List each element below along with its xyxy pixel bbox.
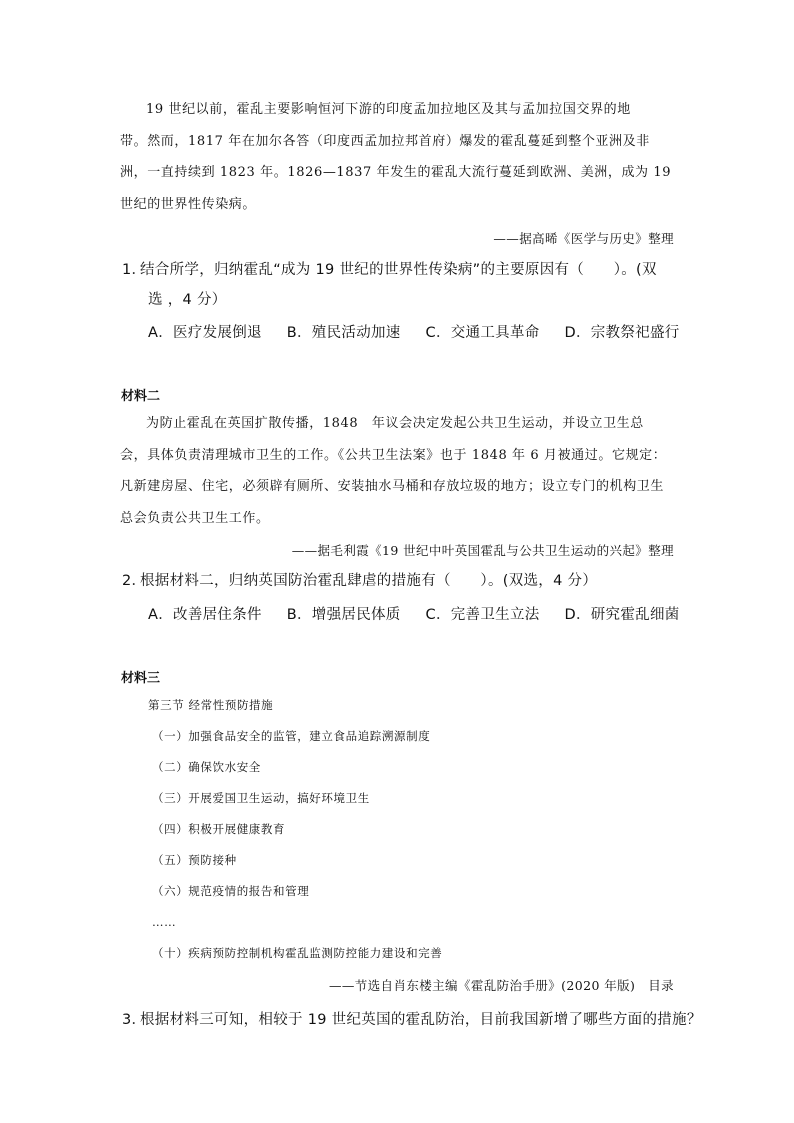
question1-option-a[interactable]: A．医疗发展倒退 (148, 325, 262, 341)
material3-source: ——节选自肖东楼主编《霍乱防治手册》(2020 年版) 目录 (328, 978, 674, 993)
question1-option-c[interactable]: C．交通工具革命 (425, 325, 540, 341)
material2-line-first: 为防止霍乱在英国扩散传播，1848 年议会决定发起公共卫生运动，并设立卫生总 (146, 416, 644, 431)
question1-number: 1． (122, 262, 147, 278)
material2-source: ——据毛利霞《19 世纪中叶英国霍乱与公共卫生运动的兴起》整理 (291, 543, 674, 558)
question3 (122, 1005, 712, 1035)
question2-option-c[interactable]: C．完善卫生立法 (425, 607, 540, 623)
material2-paragraph (120, 408, 675, 534)
question3-number: 3． (122, 1012, 147, 1028)
question2-option-a[interactable]: A．改善居住条件 (148, 607, 262, 623)
question2-option-d[interactable]: D．研究霍乱细菌 (564, 607, 680, 623)
material1-source: ——据高晞《医学与历史》整理 (493, 231, 674, 246)
material3-label: 材料三 (121, 671, 161, 686)
material2-label: 材料二 (121, 389, 161, 404)
material1-paragraph (120, 94, 675, 220)
question1-option-d[interactable]: D．宗教祭祀盛行 (564, 325, 680, 341)
question1-option-b[interactable]: B．殖民活动加速 (286, 325, 401, 341)
question2-number: 2． (122, 573, 147, 589)
toc-ellipsis: …… (152, 915, 177, 929)
toc-item: （三）开展爱国卫生运动，搞好环境卫生 (152, 791, 370, 805)
question1-text-cont: 选 ，4 分） (148, 292, 227, 308)
toc-item: （二）确保饮水安全 (152, 760, 261, 774)
material1-line-first: 19 世纪以前，霍乱主要影响恒河下游的印度孟加拉地区及其与孟加拉国交界的地 (146, 102, 631, 117)
material3-toc (148, 690, 668, 969)
material2-line-rest: 会，具体负责清理城市卫生的工作。《公共卫生法案》也于 1848 年 6 月被通过。它规定：凡新建房屋、住宅，必须辟有厕所、安装抽水马桶和存放垃圾的地方；设立专门的机构卫生总会负责公共卫生工作。 (120, 447, 667, 526)
material1-line-rest: 带。然而，1817 年在加尔各答（印度西孟加拉邦首府）爆发的霍乱蔓延到整个亚洲及非洲，一直持续到 1823 年。1826—1837 年发生的霍乱大流行蔓延到欧洲、美洲，成为 19 世纪的世界性传染病。 (120, 133, 672, 212)
toc-item: （四）积极开展健康教育 (152, 822, 286, 836)
toc-item: （一）加强食品安全的监管，建立食品追踪溯源制度 (152, 729, 431, 743)
question2-options (148, 603, 688, 624)
question3-text: 根据材料三可知，相较于 19 世纪英国的霍乱防治，目前我国新增了哪些方面的措施？ (140, 1012, 702, 1028)
question1 (122, 255, 682, 315)
question2-text: 根据材料二，归纳英国防治霍乱肆虐的措施有（ ）。(双选，4 分） (140, 573, 598, 589)
question2 (122, 566, 682, 596)
question1-options (148, 321, 688, 342)
toc-item: （六）规范疫情的报告和管理 (152, 884, 310, 898)
toc-heading: 第三节 经常性预防措施 (148, 698, 274, 712)
question1-text: 结合所学，归纳霍乱“成为 19 世纪的世界性传染病”的主要原因有（ ）。(双 (140, 262, 657, 278)
question2-option-b[interactable]: B．增强居民体质 (286, 607, 401, 623)
toc-item: （五）预防接种 (152, 853, 237, 867)
toc-item: （十）疾病预防控制机构霍乱监测防控能力建设和完善 (152, 946, 443, 960)
